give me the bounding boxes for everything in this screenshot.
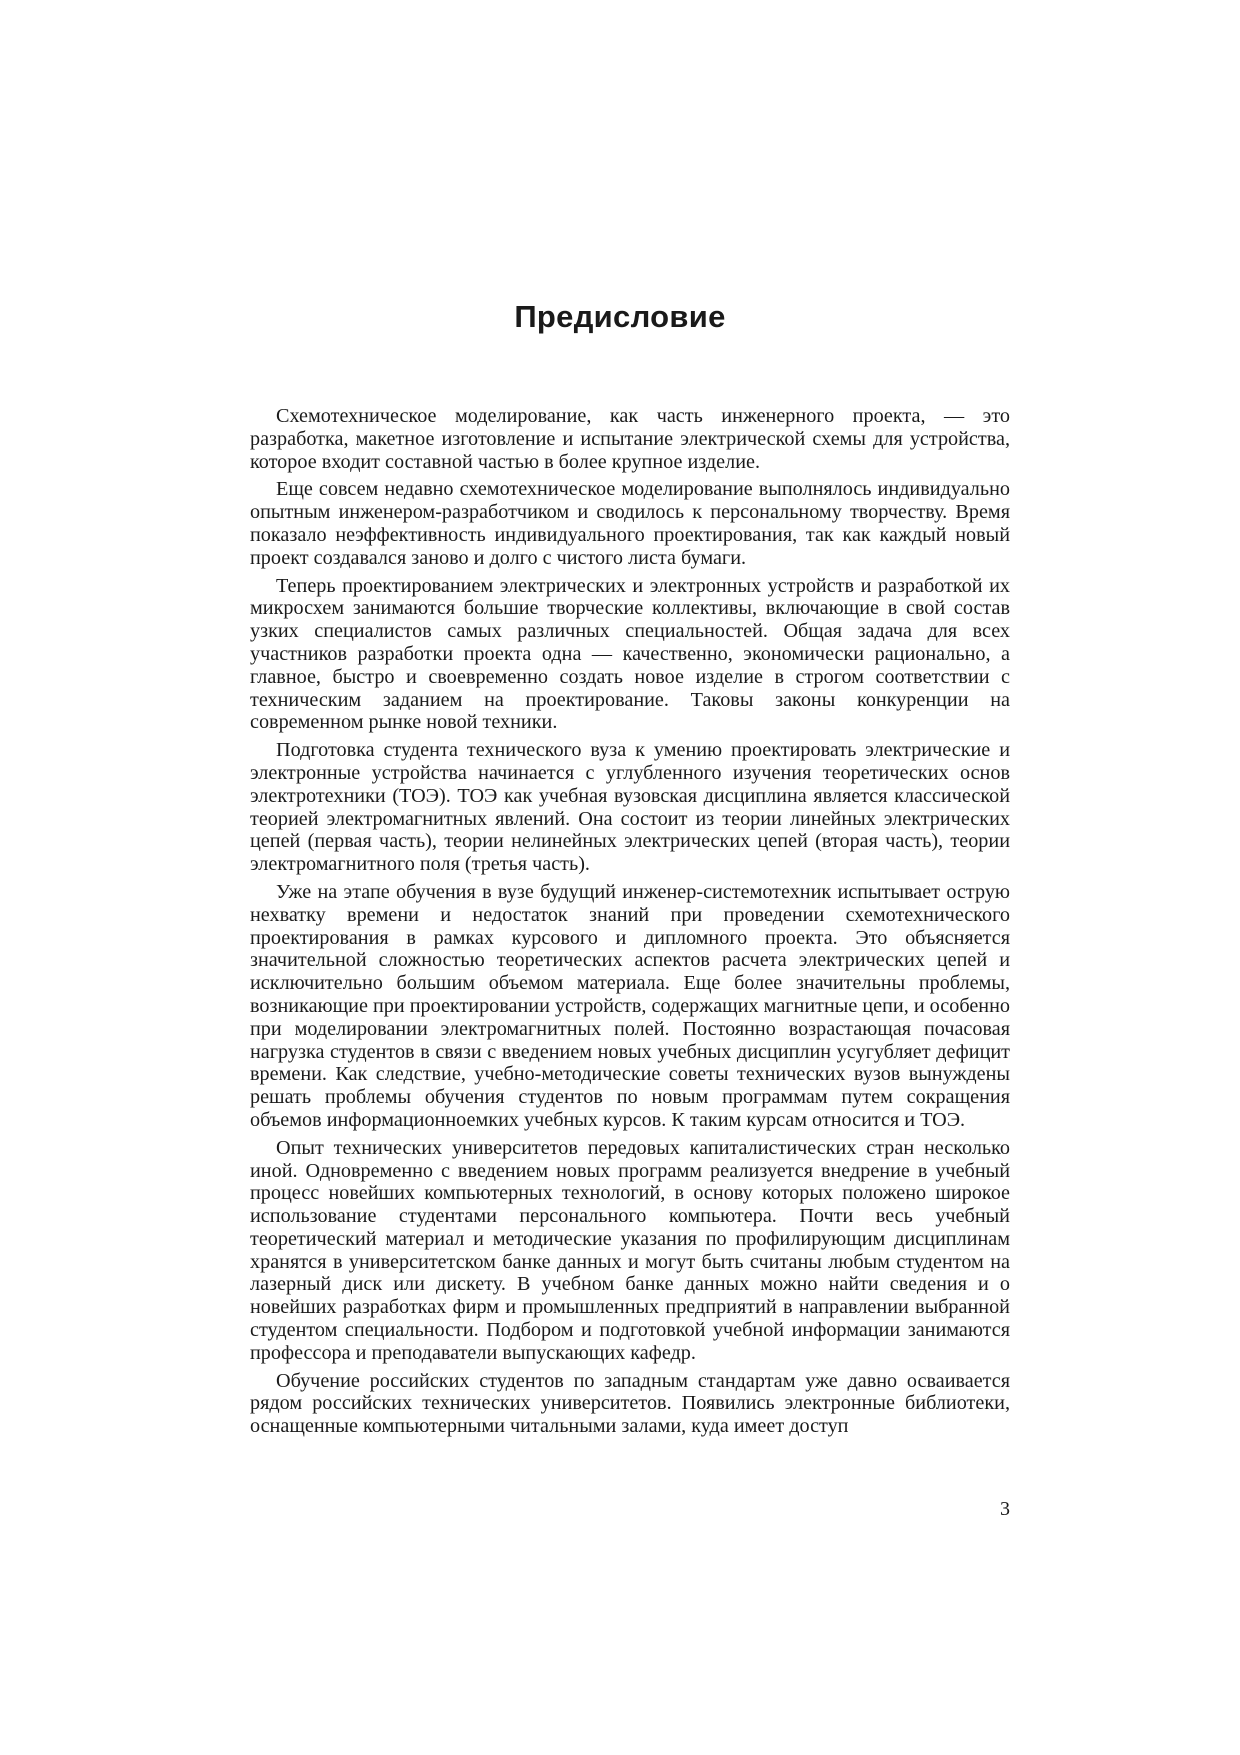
paragraph-1: Схемотехническое моделирование, как часть инженерного проекта, — это разработка, макетное изготовление и испытание электрической схемы для устройства, которое входит составной частью в более крупное изделие.	[250, 405, 1010, 473]
paragraph-6: Опыт технических университетов передовых капиталистических стран несколько иной. Одновременно с введением новых программ реализуется внедрение в учебный процесс новейших компьютерных технологий, в основу которых положено широкое использование студентами персонального компьютера. Почти весь учебный теоретический материал и методические указания по профилирующим дисциплинам хранятся в университетском банке данных и могут быть считаны любым студентом на лазерный диск или дискету. В учебном банке данных можно найти сведения и о новейших разработках фирм и промышленных предприятий в направлении выбранной студентом специальности. Подбором и подготовкой учебной информации занимаются профессора и преподаватели выпускающих кафедр.	[250, 1136, 1010, 1364]
preface-text	[250, 405, 1010, 1443]
paragraph-5: Уже на этапе обучения в вузе будущий инженер-системотехник испытывает острую нехватку времени и недостаток знаний при проведении схемотехнического проектирования в рамках курсового и дипломного проекта. Это объясняется значительной сложностью теоретических аспектов расчета электрических цепей и исключительно большим объемом материала. Еще более значительны проблемы, возникающие при проектировании устройств, содержащих магнитные цепи, и особенно при моделировании электромагнитных полей. Постоянно возрастающая почасовая нагрузка студентов в связи с введением новых учебных дисциплин усугубляет дефицит времени. Как следствие, учебно-методические советы технических вузов вынуждены решать проблемы обучения студентов по новым программам путем сокращения объемов информационноемких учебных курсов. К таким курсам относится и ТОЭ.	[250, 880, 1010, 1131]
paragraph-3: Теперь проектированием электрических и электронных устройств и разработкой их микросхем занимаются большие творческие коллективы, включающие в свой состав узких специалистов самых различных специальностей. Общая задача для всех участников разработки проекта одна — качественно, экономически рационально, а главное, быстро и своевременно создать новое изделие в строгом соответствии с техническим заданием на проектирование. Таковы законы конкуренции на современном рынке новой техники.	[250, 574, 1010, 734]
page-number: 3	[1000, 1498, 1010, 1520]
paragraph-2: Еще совсем недавно схемотехническое моделирование выполнялось индивидуально опытным инженером-разработчиком и сводилось к персональному творчеству. Время показало неэффективность индивидуального проектирования, так как каждый новый проект создавался заново и долго с чистого листа бумаги.	[250, 478, 1010, 569]
page-title: Предисловие	[514, 299, 726, 334]
paragraph-4: Подготовка студента технического вуза к умению проектировать электрические и электронные устройства начинается с углубленного изучения теоретических основ электротехники (ТОЭ). ТОЭ как учебная вузовская дисциплина является классической теорией электромагнитных явлений. Она состоит из теории линейных электрических цепей (первая часть), теории нелинейных электрических цепей (вторая часть), теории электромагнитного поля (третья часть).	[250, 739, 1010, 876]
paragraph-7: Обучение российских студентов по западным стандартам уже давно осваивается рядом российских технических университетов. Появились электронные библиотеки, оснащенные компьютерными читальными залами, куда имеет доступ	[250, 1369, 1010, 1438]
